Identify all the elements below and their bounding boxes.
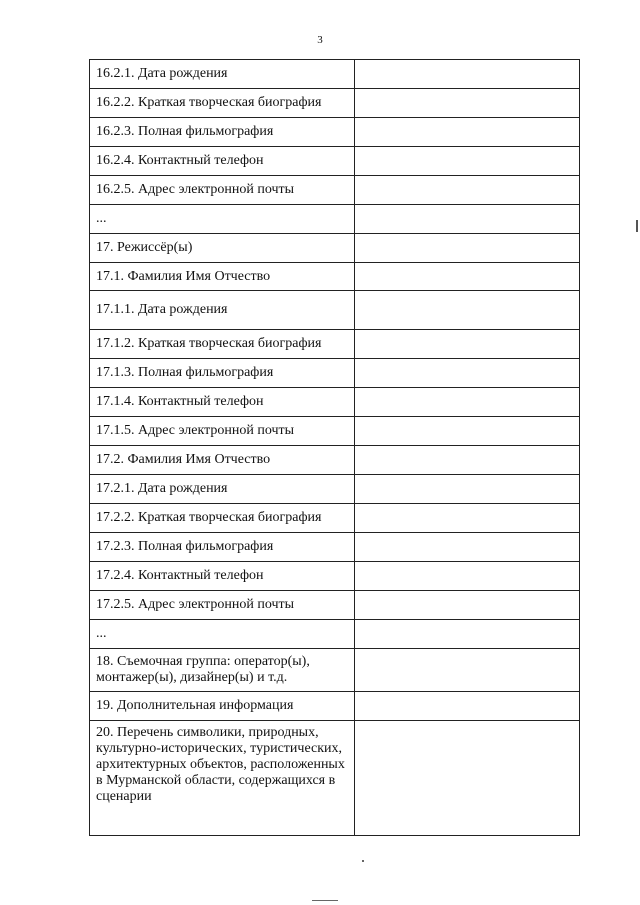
table-row (90, 417, 580, 446)
row-value-field[interactable] (355, 205, 580, 234)
table-row (90, 591, 580, 620)
row-label: 17.2.3. Полная фильмография (90, 533, 355, 562)
table-row (90, 388, 580, 417)
row-label: 17.1.2. Краткая творческая биография (90, 330, 355, 359)
row-value-field[interactable] (355, 649, 580, 692)
page-number: 3 (317, 34, 323, 46)
row-value-field[interactable] (355, 692, 580, 721)
row-value-field[interactable] (355, 330, 580, 359)
row-value-field[interactable] (355, 118, 580, 147)
row-label: 16.2.2. Краткая творческая биография (90, 89, 355, 118)
row-label: 16.2.5. Адрес электронной почты (90, 176, 355, 205)
row-label: 17.1.3. Полная фильмография (90, 359, 355, 388)
row-value-field[interactable] (355, 417, 580, 446)
row-label: 17.1.1. Дата рождения (90, 291, 355, 330)
table-row (90, 692, 580, 721)
row-value-field[interactable] (355, 263, 580, 291)
table-row (90, 89, 580, 118)
table-row (90, 359, 580, 388)
row-label: 17.2.2. Краткая творческая биография (90, 504, 355, 533)
table-row (90, 291, 580, 330)
row-label: 17.1.5. Адрес электронной почты (90, 417, 355, 446)
row-label: 17.2.1. Дата рождения (90, 475, 355, 504)
table-row (90, 60, 580, 89)
table-row (90, 533, 580, 562)
table-row (90, 118, 580, 147)
row-label: 17.2.4. Контактный телефон (90, 562, 355, 591)
row-label: 16.2.1. Дата рождения (90, 60, 355, 89)
table-row (90, 147, 580, 176)
application-form-table (89, 59, 580, 836)
row-value-field[interactable] (355, 721, 580, 836)
table-row (90, 562, 580, 591)
table-row (90, 263, 580, 291)
table-row (90, 330, 580, 359)
row-value-field[interactable] (355, 388, 580, 417)
row-label: 18. Съемочная группа: оператор(ы), монтажер(ы), дизайнер(ы) и т.д. (90, 649, 355, 692)
table-row (90, 234, 580, 263)
row-label: 16.2.3. Полная фильмография (90, 118, 355, 147)
row-label: 19. Дополнительная информация (90, 692, 355, 721)
table-row (90, 620, 580, 649)
row-value-field[interactable] (355, 60, 580, 89)
row-value-field[interactable] (355, 533, 580, 562)
row-value-field[interactable] (355, 562, 580, 591)
scan-artifact-line (312, 900, 338, 901)
row-value-field[interactable] (355, 291, 580, 330)
row-label: 17. Режиссёр(ы) (90, 234, 355, 263)
row-label: 20. Перечень символики, природных, культурно-исторических, туристических, архитектурных объектов, расположенных в Мурманской области, содержащихся в сценарии (90, 721, 355, 836)
row-value-field[interactable] (355, 504, 580, 533)
row-value-field[interactable] (355, 89, 580, 118)
scan-artifact-dot (362, 860, 364, 862)
row-value-field[interactable] (355, 475, 580, 504)
table-row (90, 649, 580, 692)
row-label: 16.2.4. Контактный телефон (90, 147, 355, 176)
row-value-field[interactable] (355, 446, 580, 475)
row-label: 17.2.5. Адрес электронной почты (90, 591, 355, 620)
row-value-field[interactable] (355, 359, 580, 388)
row-label: 17.1. Фамилия Имя Отчество (90, 263, 355, 291)
scan-artifact-mark (636, 220, 638, 232)
table-row (90, 475, 580, 504)
table-row (90, 721, 580, 836)
row-label: 17.1.4. Контактный телефон (90, 388, 355, 417)
row-value-field[interactable] (355, 620, 580, 649)
row-label: 17.2. Фамилия Имя Отчество (90, 446, 355, 475)
row-label: ... (90, 205, 355, 234)
row-value-field[interactable] (355, 234, 580, 263)
table-row (90, 504, 580, 533)
row-value-field[interactable] (355, 176, 580, 205)
table-row (90, 205, 580, 234)
table-row (90, 446, 580, 475)
row-value-field[interactable] (355, 147, 580, 176)
row-value-field[interactable] (355, 591, 580, 620)
table-row (90, 176, 580, 205)
row-label: ... (90, 620, 355, 649)
